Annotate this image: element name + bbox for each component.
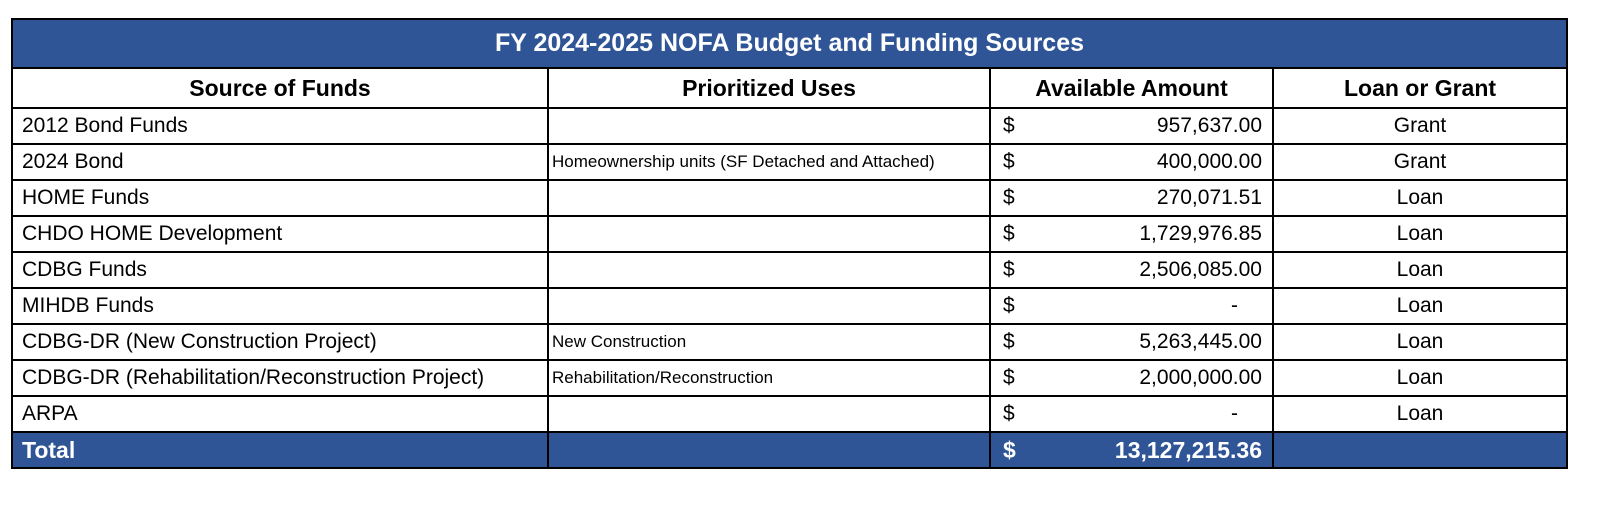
currency-symbol: $ [1003, 150, 1015, 173]
source-cell: 2024 Bond [12, 144, 548, 180]
source-cell: CHDO HOME Development [12, 216, 548, 252]
uses-cell [548, 180, 990, 216]
total-amount-cell [990, 432, 1273, 468]
source-cell: MIHDB Funds [12, 288, 548, 324]
total-currency-symbol: $ [1003, 436, 1016, 463]
loan-grant-cell: Loan [1273, 288, 1567, 324]
uses-cell: New Construction [548, 324, 990, 360]
source-cell: ARPA [12, 396, 548, 432]
amount-value: 2,506,085.00 [1139, 258, 1262, 281]
amount-cell [990, 108, 1273, 144]
source-cell: HOME Funds [12, 180, 548, 216]
currency-symbol: $ [1003, 114, 1015, 137]
uses-cell: Rehabilitation/Reconstruction [548, 360, 990, 396]
table-row [12, 144, 1567, 180]
total-uses-cell [548, 432, 990, 468]
table-row [12, 252, 1567, 288]
currency-symbol: $ [1003, 294, 1015, 317]
amount-value: 2,000,000.00 [1139, 366, 1262, 389]
total-type-cell [1273, 432, 1567, 468]
loan-grant-cell: Loan [1273, 252, 1567, 288]
header-loan-or-grant: Loan or Grant [1273, 68, 1567, 108]
amount-cell [990, 288, 1273, 324]
table-row [12, 288, 1567, 324]
table-row [12, 324, 1567, 360]
amount-value: - [1231, 294, 1238, 317]
loan-grant-cell: Loan [1273, 180, 1567, 216]
amount-cell [990, 216, 1273, 252]
table-row [12, 216, 1567, 252]
currency-symbol: $ [1003, 222, 1015, 245]
header-prioritized-uses: Prioritized Uses [548, 68, 990, 108]
loan-grant-cell: Loan [1273, 360, 1567, 396]
total-row [12, 432, 1567, 468]
uses-cell [548, 396, 990, 432]
loan-grant-cell: Grant [1273, 108, 1567, 144]
amount-cell [990, 144, 1273, 180]
total-amount-value: 13,127,215.36 [1114, 436, 1262, 463]
table-row [12, 180, 1567, 216]
budget-table [11, 18, 1568, 469]
amount-cell [990, 180, 1273, 216]
table-row [12, 396, 1567, 432]
header-row [12, 68, 1567, 108]
amount-cell [990, 252, 1273, 288]
uses-cell [548, 108, 990, 144]
currency-symbol: $ [1003, 402, 1015, 425]
amount-value: 1,729,976.85 [1139, 222, 1262, 245]
loan-grant-cell: Loan [1273, 396, 1567, 432]
amount-value: 400,000.00 [1156, 150, 1262, 173]
source-cell: 2012 Bond Funds [12, 108, 548, 144]
source-cell: CDBG Funds [12, 252, 548, 288]
loan-grant-cell: Loan [1273, 324, 1567, 360]
source-cell: CDBG-DR (Rehabilitation/Reconstruction Project) [12, 360, 548, 396]
amount-value: 270,071.51 [1156, 186, 1262, 209]
currency-symbol: $ [1003, 258, 1015, 281]
loan-grant-cell: Loan [1273, 216, 1567, 252]
amount-value: 5,263,445.00 [1139, 330, 1262, 353]
source-cell: CDBG-DR (New Construction Project) [12, 324, 548, 360]
amount-value: - [1231, 402, 1238, 425]
amount-cell [990, 324, 1273, 360]
total-label: Total [12, 432, 548, 468]
loan-grant-cell: Grant [1273, 144, 1567, 180]
header-available-amount: Available Amount [990, 68, 1273, 108]
uses-cell [548, 216, 990, 252]
table-row [12, 360, 1567, 396]
uses-cell: Homeownership units (SF Detached and Attached) [548, 144, 990, 180]
amount-cell [990, 360, 1273, 396]
table-row [12, 108, 1567, 144]
uses-cell [548, 252, 990, 288]
amount-value: 957,637.00 [1156, 114, 1262, 137]
currency-symbol: $ [1003, 330, 1015, 353]
header-source-of-funds: Source of Funds [12, 68, 548, 108]
currency-symbol: $ [1003, 186, 1015, 209]
table-title: FY 2024-2025 NOFA Budget and Funding Sources [12, 19, 1567, 68]
currency-symbol: $ [1003, 366, 1015, 389]
amount-cell [990, 396, 1273, 432]
uses-cell [548, 288, 990, 324]
title-row [12, 19, 1567, 68]
